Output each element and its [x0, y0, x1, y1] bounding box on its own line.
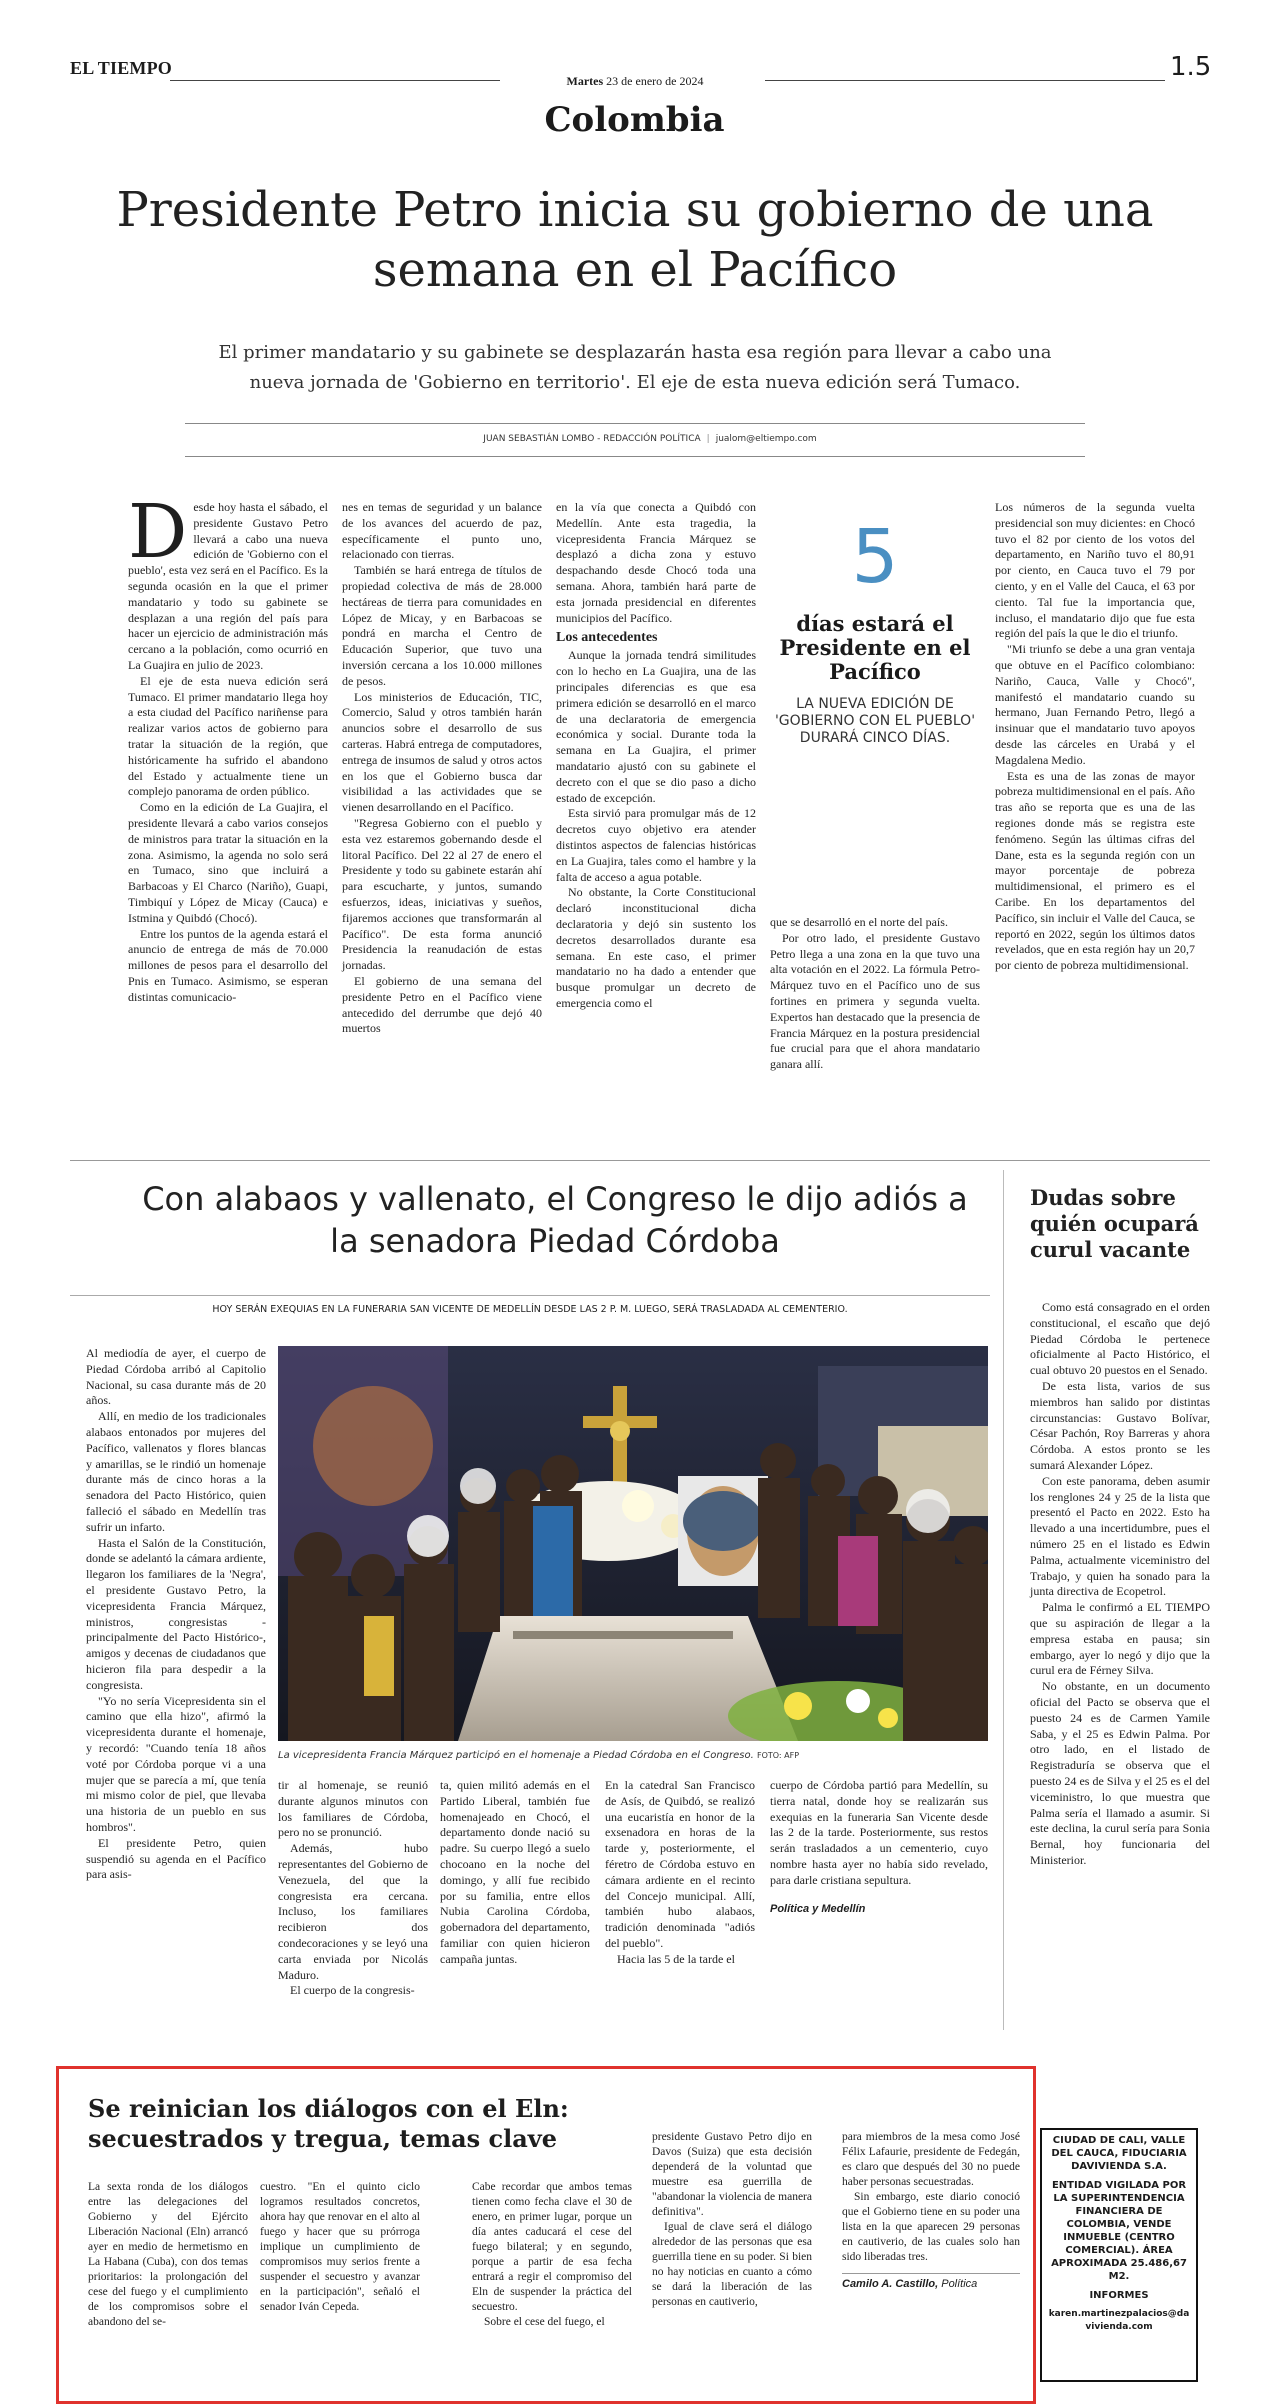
section-title: Colombia — [544, 100, 725, 140]
photo-illustration — [278, 1346, 988, 1741]
article1-headline: Presidente Petro inicia su gobierno de una semana en el Pacífico — [116, 182, 1154, 298]
paragraph: Entre los puntos de la agenda estará el anuncio de entrega de más de 70.000 millones de pesos para el desarrollo del Pnis en Tumaco. Asimismo, se esperan distintas comunicacio- — [128, 926, 328, 1004]
article1-column-4 — [770, 915, 980, 1073]
paragraph: Allí, en medio de los tradicionales alabaos entonados por mujeres del Pacífico, vallenatos y flores blancas y amarillas, se le rindió un homenaje durante más de cinco horas a la senadora del Pacto Histórico, quien falleció el sábado en Medellín tras sufrir un infarto. — [86, 1409, 266, 1534]
article2-column-4 — [605, 1778, 755, 1968]
caption-text: La vicepresidenta Francia Márquez participó en el homenaje a Piedad Córdoba en el Congreso. — [278, 1750, 754, 1761]
paragraph: El eje de esta nueva edición será Tumaco. El primer mandatario llega hoy a esta ciudad del Pacífico nariñense para realizar varios actos de gobierno para tratar la situación de la región, que históricamente ha sufrido el abandono del Estado y actualmente tiene un complejo panorama de orden público. — [128, 673, 328, 799]
issue-date — [500, 74, 770, 89]
paragraph: "Yo no sería Vicepresidenta sin el camino que ella hizo", afirmó la vicepresidenta durante el homenaje, y recordó: "Cuando tenía 18 años voté por Córdoba porque vi a una mujer que se parecía a mí, que tenía mi mismo color de piel, que llevaba una historia de un pueblo en sus hombros". — [86, 1693, 266, 1834]
paragraph: Igual de clave será el diálogo alrededor de las personas que esa guerrilla tiene en su poder. Si bien no hay noticias en cuanto a cómo se dará la liberación de las personas en cautiverio, — [652, 2221, 812, 2308]
article2-column-2 — [278, 1778, 428, 1999]
newspaper-logo: EL TIEMPO — [70, 58, 172, 78]
article1-column-3 — [556, 500, 756, 1012]
masthead-rule-left — [170, 80, 500, 81]
paragraph: Sin embargo, este diario conoció que el Gobierno tiene en su poder una lista en la que aparecen 29 personas en cautiverio, de las cuales solo han sido liberadas tres. — [842, 2191, 1020, 2263]
paragraph: El gobierno de una semana del presidente Petro en el Pacífico viene antecedido del derrumbe que dejó 40 muertos — [342, 973, 542, 1036]
paragraph: presidente Gustavo Petro dijo en Davos (Suiza) que esta decisión dependerá de la voluntad que muestre esa guerrilla de "abandonar la violencia de manera definitiva". — [652, 2131, 812, 2218]
article3-author — [842, 2273, 1020, 2290]
ad-informes: INFORMES — [1089, 2290, 1149, 2301]
paragraph: En la catedral San Francisco de Asís, de Quibdó, se realizó una eucaristía en honor de la exsenadora en horas de la tarde y, posteriormente, el féretro de Córdoba estuvo en cámara ardiente en el recinto del Concejo municipal. Allí, también hubo alabaos, tradición denominada "adiós del pueblo". — [605, 1778, 755, 1950]
paragraph: para miembros de la mesa como José Félix Lafaurie, presidente de Fedegán, es claro que después del 30 no puede haber personas secuestradas. — [842, 2131, 1020, 2188]
paragraph: cuerpo de Córdoba partió para Medellín, su tierra natal, donde hoy se realizarán sus exequias en la funeraria San Vicente desde las 2 de la tarde. Posteriormente, sus restos serán trasladados a un cementerio, cuyo nombre hasta ayer no había sido revelado, para darle cristiana sepultura. — [770, 1778, 988, 1887]
paragraph: Palma le confirmó a EL TIEMPO que su aspiración de llegar a la empresa estaba en pausa; sin embargo, ayer lo negó y dijo que la curul era de Férney Silva. — [1030, 1600, 1210, 1678]
paragraph: No obstante, en un documento oficial del Pacto se observa que el puesto 24 es de Carmen Yamile Saba, y el 25 es Edwin Palma. Por otro lado, en el listado de Registraduría se observa que el puesto 24 es de Silva y el 25 es el del viceministro, lo que muestra que Palma sería el llamado a asumir. Si este declina, la curul sería para Sonia Bernal, hoy funcionaria del Ministerior. — [1030, 1679, 1210, 1867]
paragraph: ta, quien militó además en el Partido Liberal, también fue homenajeado en Chocó, el departamento donde nació su padre. Su cuerpo llegó a suelo chocoano en la noche del domingo, y allí fue recibido por su familia, entre ellos Nubia Carolina Córdoba, gobernadora del departamento, familiar con quien hicieron campaña juntas. — [440, 1778, 590, 1966]
paragraph: No obstante, la Corte Constitucional declaró inconstitucional dicha declaratoria y dejó sin sustento los decretos desarrollados durante esa semana. En este caso, el primer mandatario no ha dado a entender que busque promulgar un decreto de emergencia como el — [556, 885, 756, 1010]
pull-quote-title: días estará el Presidente en el Pacífico — [779, 611, 971, 684]
article2-column-3 — [440, 1778, 590, 1968]
article2-author: Política y Medellín — [770, 1902, 866, 1915]
date-day: Martes — [566, 74, 604, 88]
paragraph: Por otro lado, el presidente Gustavo Petro llega a una zona en la que tuvo una alta votación en el 2022. La fórmula Petro-Márquez tuvo en el Pacífico uno de sus fortines en primera y segunda vuelta. Expertos han destacado que la presencia de Francia Márquez en la postura presidencial fue crucial para que el ahora mandatario ganara allí. — [770, 930, 980, 1072]
date-rest: 23 de enero de 2024 — [603, 74, 704, 88]
author-name: Camilo A. Castillo, — [842, 2278, 939, 2290]
article1-column-1 — [128, 489, 328, 1006]
byline-separator: | — [706, 434, 710, 444]
drop-cap: D — [128, 489, 188, 575]
paragraph: El cuerpo de la congresis- — [290, 1983, 415, 1998]
paragraph: La sexta ronda de los diálogos entre las delegaciones del Gobierno y del Ejército Liberación Nacional (Eln) arrancó ayer en medio de hermetismo en La Habana (Cuba), con dos temas prioritarios: la prolongación del cese del fuego y el cumplimiento de los compromisos sobre el abandono del se- — [88, 2181, 248, 2328]
byline-rule-top — [185, 423, 1085, 424]
byline-email: jualom@eltiempo.com — [715, 434, 817, 444]
paragraph: esde hoy hasta el sábado, el presidente Gustavo Petro llevará a cabo una nueva edición de 'Gobierno con el pueblo', esta vez será en el Pacífico. Es la segunda ocasión en la que el primer mandatario y todo su gabinete se desplazan a una región del país para hacer un ejercicio de administración más cercano a la población, como ocurrió en La Guajira en julio de 2023. — [128, 500, 328, 672]
ad-body: ENTIDAD VIGILADA POR LA SUPERINTENDENCIA FINANCIERA DE COLOMBIA, VENDE INMUEBLE (CENTRO COMERCIAL). ÁREA APROXIMADA 25.486,67 M2. — [1051, 2180, 1187, 2282]
paragraph: Cabe recordar que ambos temas tienen como fecha clave el 30 de enero, en primer lugar, porque un día antes caducará el cese del fuego bilateral; y en segundo, porque a partir de esa fecha entrará a regir el compromiso del Eln de suspender la práctica del secuestro. — [472, 2181, 632, 2313]
article1-column-2 — [342, 500, 542, 1037]
paragraph: Al mediodía de ayer, el cuerpo de Piedad Córdoba arribó al Capitolio Nacional, su casa durante más de 20 años. — [86, 1346, 266, 1408]
paragraph: Como en la edición de La Guajira, el presidente llevará a cabo varios consejos de ministros para tratar la situación en la zona. Asimismo, la agenda no solo será en Tumaco, sino que incluirá a Barbacoas y El Charco (Nariño), Guapi, Timbiquí y López de Micay (Cauca) e Istmina y Quibdó (Chocó). — [128, 800, 328, 925]
ad-location: CIUDAD DE CALI, VALLE DEL CAUCA, FIDUCIARIA DAVIVIENDA S.A. — [1051, 2135, 1187, 2172]
paragraph: tir al homenaje, se reunió durante algunos minutos con los familiares de Córdoba, pero no se pronunció. — [278, 1778, 428, 1840]
masthead-rule-right — [765, 80, 1165, 81]
article3-column-1 — [88, 2180, 248, 2330]
paragraph: Esta sirvió para promulgar más de 12 decretos cuyo objetivo era atender distintos aspectos de falencias históricas en La Guajira, tales como el hambre y la falta de acceso a agua potable. — [556, 806, 756, 884]
photo-credit: FOTO: AFP — [756, 1751, 800, 1760]
kicker-rule — [70, 1295, 990, 1296]
paragraph: Hasta el Salón de la Constitución, donde se adelantó la cámara ardiente, llegaron los familiares de la 'Negra', el presidente Gustavo Petro, la vicepresidenta Francia Márquez, ministros, congresistas -principalmente del Pacto Histórico-, amigos y decenas de ciudadanos que hicieron fila para despedir a la congresista. — [86, 1535, 266, 1692]
sidebar-title: Dudas sobre quién ocupará curul vacante — [1030, 1185, 1199, 1262]
sidebar-body — [1030, 1300, 1210, 1869]
paragraph: "Mi triunfo se debe a una gran ventaja que obtuve en el Pacífico colombiano: Nariño, Cauca, Valle y Chocó", manifestó el mandatario cuando su hermano, Juan Fernando Petro, llegó a insinuar que el mandatario tuvo apoyos desde las cárceles en Urabá y el Magdalena Medio. — [995, 642, 1195, 767]
paragraph: Hacia las 5 de la tarde el — [617, 1951, 735, 1966]
ad-email: karen.martinezpalacios@davivienda.com — [1048, 2309, 1190, 2332]
article1-deck: El primer mandatario y su gabinete se desplazarán hasta esa región para llevar a cabo una nueva jornada de 'Gobierno en territorio'. El eje de esta nueva edición será Tumaco. — [218, 342, 1052, 393]
article2-column-5 — [770, 1778, 988, 1915]
paragraph: Como está consagrado en el orden constitucional, el escaño que dejó Piedad Córdoba le pertenece oficialmente al Pacto Histórico, el cual obtuvo 20 puestos en el Senado. — [1030, 1300, 1210, 1378]
paragraph: El presidente Petro, quien suspendió su agenda en el Pacífico para asis- — [86, 1835, 266, 1882]
paragraph: "Regresa Gobierno con el pueblo y esta vez estaremos gobernando desde el litoral Pacífico. Del 22 al 27 de enero el Presidente y todo su gabinete estarán ahí para escucharte, y juntos, sumando esfuerzos, ideas, iniciativas y sueños, fijaremos acciones que transformarán al Pacífico". De esta forma anunció Presidencia la reanudación de estas jornadas. — [342, 815, 542, 973]
paragraph: Esta es una de las zonas de mayor pobreza multidimensional en el país. Año tras año se reporta que es una de las regiones donde más se registra este fenómeno. Según las últimas cifras del Dane, esta es la segunda región con un mayor porcentaje de pobreza multidimensional, el primero es el Caribe. En los departamentos del Pacífico, sin incluir el Valle del Cauca, se reportó en 2022, según los últimos datos revelados, que en esta región hay un 20,7 por ciento de pobreza multidimensional. — [995, 768, 1195, 973]
paragraph: Con este panorama, deben asumir los renglones 24 y 25 de la lista que presentó el Pacto en 2022. Esto ha llevado a una incertidumbre, pues el número 25 en el listado es Edwin Palma, actualmente viceministro del Trabajo, y quien ha sonado para la junta directiva de Ecopetrol. — [1030, 1473, 1210, 1599]
paragraph: que se desarrolló en el norte del país. — [770, 915, 948, 929]
section-divider — [70, 1160, 1210, 1161]
paragraph: Aunque la jornada tendrá similitudes con lo hecho en La Guajira, una de las principales diferencias es que esa primera edición se desarrolló en el marco de una declaratoria de emergencia económica y social. Durante toda la semana en La Guajira, el primer mandatario ajustó con su gabinete el decreto con el que se dio paso a dicho estado de excepción. — [556, 648, 756, 805]
byline-rule-bottom — [185, 456, 1085, 457]
subhead: Los antecedentes — [556, 630, 658, 646]
paragraph: Los ministerios de Educación, TIC, Comercio, Salud y otros también harán anuncios sobre el desarrollo de sus carteras. Habrá entrega de computadores, entrega de insumos de salud y otros actos en los que el Gobierno busca dar visibilidad a las actividades que se vienen desarrollando en el Pacífico. — [342, 689, 542, 815]
article1-column-5 — [995, 500, 1195, 974]
paragraph: Sobre el cese del fuego, el — [484, 2316, 605, 2328]
paragraph: cuestro. "En el quinto ciclo logramos resultados concretos, ahora hay que renovar en el alto al fuego y hacer que su prórroga implique un cumplimiento de compromisos muy serios frente a suspender el secuestro y avanzar en la participación", señaló el senador Iván Cepeda. — [260, 2181, 420, 2313]
paragraph: Los números de la segunda vuelta presidencial son muy dicientes: en Chocó tuvo el 82 por ciento de los votos del departamento, en Nariño tuvo el 80,91 por ciento, en Cauca tuvo el 79 por ciento, y en el Valle del Cauca, el 63 por ciento. Tal fue la importancia que, incluso, el mandatario dijo que fue esta región del país la que le dio el triunfo. — [995, 500, 1195, 641]
funeral-photo — [278, 1346, 988, 1741]
pull-quote-body: LA NUEVA EDICIÓN DE 'GOBIERNO CON EL PUEBLO' DURARÁ CINCO DÍAS. — [774, 696, 976, 746]
pull-quote-number: 5 — [851, 514, 899, 600]
article1-byline — [300, 434, 1000, 444]
photo-caption — [278, 1750, 988, 1761]
paragraph: en la vía que conecta a Quibdó con Medellín. Ante esta tragedia, la vicepresidenta Francia Márquez se desplazó a dicha zona y estuvo despachando desde Chocó toda una semana. Ahora, también hará parte de esta jornada presidencial en diferentes municipios del Pacífico. — [556, 500, 756, 625]
paragraph: También se hará entrega de títulos de propiedad colectiva de más de 28.000 hectáreas de tierra para comunidades en López de Micay, y en Barbacoas se pondrá en marcha el Centro de Educación Superior, que tuvo una inversión cercana a los 10.000 millones de pesos. — [342, 563, 542, 688]
paragraph: De esta lista, varios de sus miembros han salido por distintas circunstancias: Gustavo Bolívar, César Pachón, Roy Barreras y ahora Córdoba. A estos pronto se les sumará Alexander López. — [1030, 1378, 1210, 1472]
paragraph: nes en temas de seguridad y un balance de los avances del acuerdo de paz, específicamente el punto uno, relacionado con tierras. — [342, 500, 542, 562]
article2-headline: Con alabaos y vallenato, el Congreso le dijo adiós a la senadora Piedad Córdoba — [142, 1180, 968, 1260]
article2-column-1 — [86, 1346, 266, 1883]
article3-column-2 — [260, 2180, 420, 2315]
paragraph: Además, hubo representantes del Gobierno de Venezuela, del que la congresista era cercana. Incluso, los familiares recibieron dos condecoraciones y se leyó una carta enviada por Nicolás Maduro. — [278, 1841, 428, 1982]
byline-author: JUAN SEBASTIÁN LOMBO - REDACCIÓN POLÍTICA — [483, 434, 701, 444]
article2-kicker: HOY SERÁN EXEQUIAS EN LA FUNERARIA SAN VICENTE DE MEDELLÍN DESDE LAS 2 P. M. LUEGO, SERÁ TRASLADADA AL CEMENTERIO. — [212, 1304, 848, 1315]
article3-headline: Se reinician los diálogos con el Eln: secuestrados y tregua, temas clave — [88, 2094, 569, 2153]
author-desk: Política — [938, 2278, 978, 2290]
page-number: 1.5 — [1170, 52, 1212, 82]
article3-column-3 — [472, 2180, 632, 2330]
article3-column-5 — [842, 2130, 1020, 2290]
article3-column-4 — [652, 2130, 812, 2310]
sidebar-rule — [1003, 1170, 1004, 2030]
classified-ad — [1040, 2128, 1198, 2382]
